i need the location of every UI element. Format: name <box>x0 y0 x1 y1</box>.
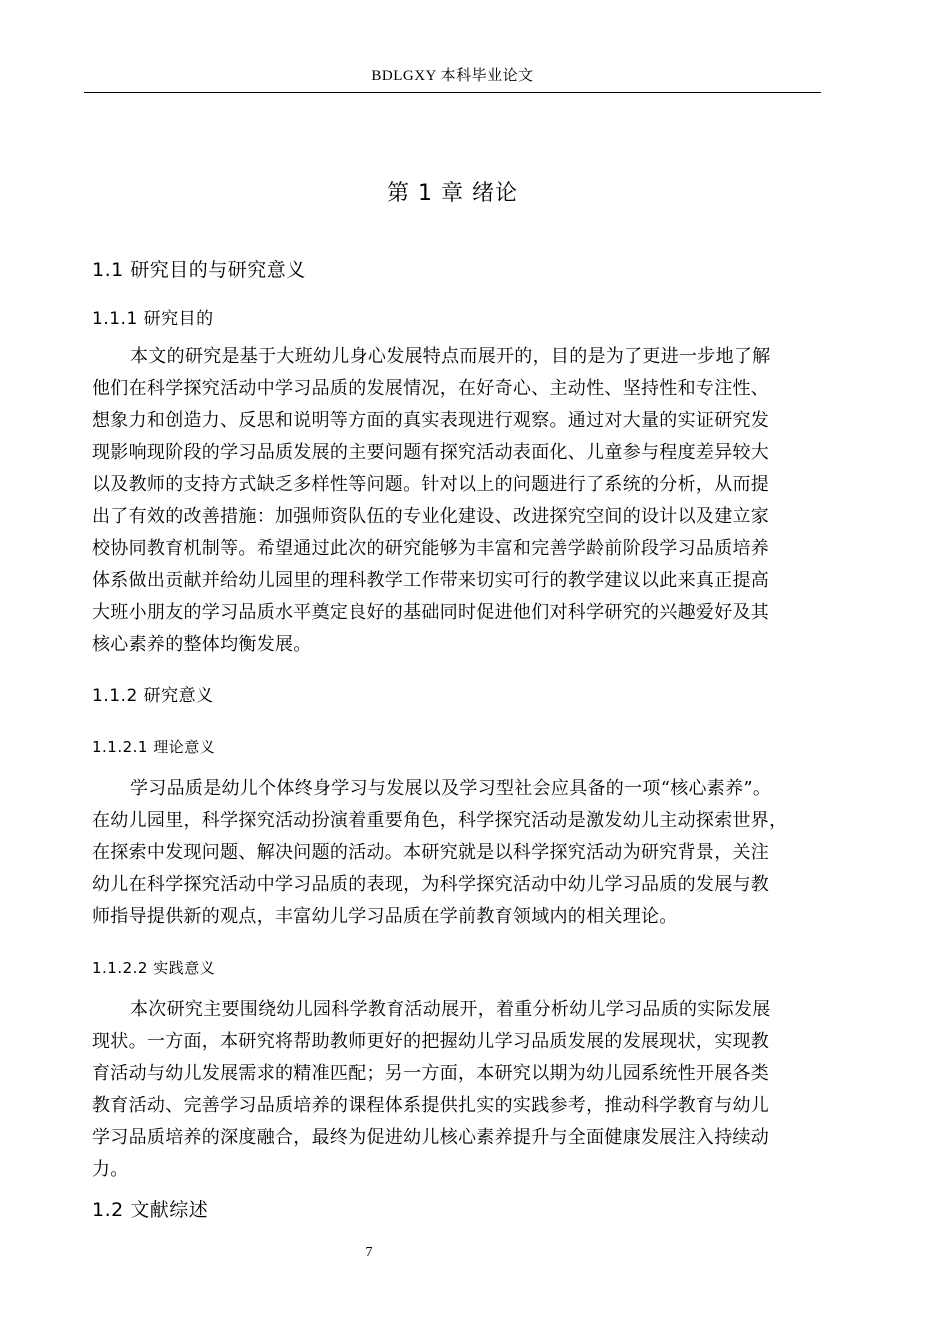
paragraph-line: 他们在科学探究活动中学习品质的发展情况，在好奇心、主动性、坚持性和专注性、 <box>92 378 770 399</box>
section-heading-1-1-1: 1.1.1 研究目的 <box>92 309 214 329</box>
paragraph-line: 出了有效的改善措施：加强师资队伍的专业化建设、改进探究空间的设计以及建立家 <box>92 506 770 527</box>
paragraph-line: 师指导提供新的观点，丰富幼儿学习品质在学前教育领域内的相关理论。 <box>92 906 678 927</box>
header-rule <box>84 92 821 93</box>
section-heading-1-1-2-2: 1.1.2.2 实践意义 <box>92 959 216 977</box>
paragraph-line: 本次研究主要围绕幼儿园科学教育活动展开，着重分析幼儿学习品质的实际发展 <box>130 999 771 1020</box>
running-header: BDLGXY 本科毕业论文 <box>371 68 534 84</box>
section-heading-1-1-2: 1.1.2 研究意义 <box>92 686 214 706</box>
section-heading-1-2: 1.2 文献综述 <box>92 1199 209 1221</box>
paragraph-line: 现状。一方面，本研究将帮助教师更好的把握幼儿学习品质发展的发展现状，实现教 <box>92 1031 770 1052</box>
paragraph-line: 幼儿在科学探究活动中学习品质的表现，为科学探究活动中幼儿学习品质的发展与教 <box>92 874 770 895</box>
paragraph-line: 育活动与幼儿发展需求的精准匹配；另一方面，本研究以期为幼儿园系统性开展各类 <box>92 1063 770 1084</box>
page-number: 7 <box>365 1245 373 1260</box>
paragraph-line: 体系做出贡献并给幼儿园里的理科教学工作带来切实可行的教学建议以此来真正提高 <box>92 570 770 591</box>
section-heading-1-1-2-1: 1.1.2.1 理论意义 <box>92 738 216 756</box>
paragraph-line: 核心素养的整体均衡发展。 <box>92 634 312 655</box>
paragraph-line: 大班小朋友的学习品质水平奠定良好的基础同时促进他们对科学研究的兴趣爱好及其 <box>92 602 770 623</box>
paragraph-line: 教育活动、完善学习品质培养的课程体系提供扎实的实践参考，推动科学教育与幼儿 <box>92 1095 770 1116</box>
section-heading-1-1: 1.1 研究目的与研究意义 <box>92 259 306 281</box>
paragraph-research-purpose <box>92 341 827 661</box>
paragraph-line: 力。 <box>92 1159 129 1180</box>
paragraph-line: 现影响现阶段的学习品质发展的主要问题有探究活动表面化、儿童参与程度差异较大 <box>92 442 770 463</box>
paragraph-line: 以及教师的支持方式缺乏多样性等问题。针对以上的问题进行了系统的分析，从而提 <box>92 474 770 495</box>
paragraph-line: 在探索中发现问题、解决问题的活动。本研究就是以科学探究活动为研究背景，关注 <box>92 842 770 863</box>
paragraph-line: 在幼儿园里，科学探究活动扮演着重要角色，科学探究活动是激发幼儿主动探索世界， <box>92 810 788 831</box>
paragraph-line: 想象力和创造力、反思和说明等方面的真实表现进行观察。通过对大量的实证研究发 <box>92 410 770 431</box>
paragraph-line: 学习品质培养的深度融合，最终为促进幼儿核心素养提升与全面健康发展注入持续动 <box>92 1127 770 1148</box>
paragraph-theoretical-significance <box>92 773 827 933</box>
paragraph-line: 校协同教育机制等。希望通过此次的研究能够为丰富和完善学龄前阶段学习品质培养 <box>92 538 770 559</box>
paragraph-line: 学习品质是幼儿个体终身学习与发展以及学习型社会应具备的一项“核心素养”。 <box>130 778 772 799</box>
paragraph-practical-significance <box>92 994 827 1186</box>
paragraph-line: 本文的研究是基于大班幼儿身心发展特点而展开的，目的是为了更进一步地了解 <box>130 346 771 367</box>
chapter-title: 第 1 章 绪论 <box>387 181 518 206</box>
